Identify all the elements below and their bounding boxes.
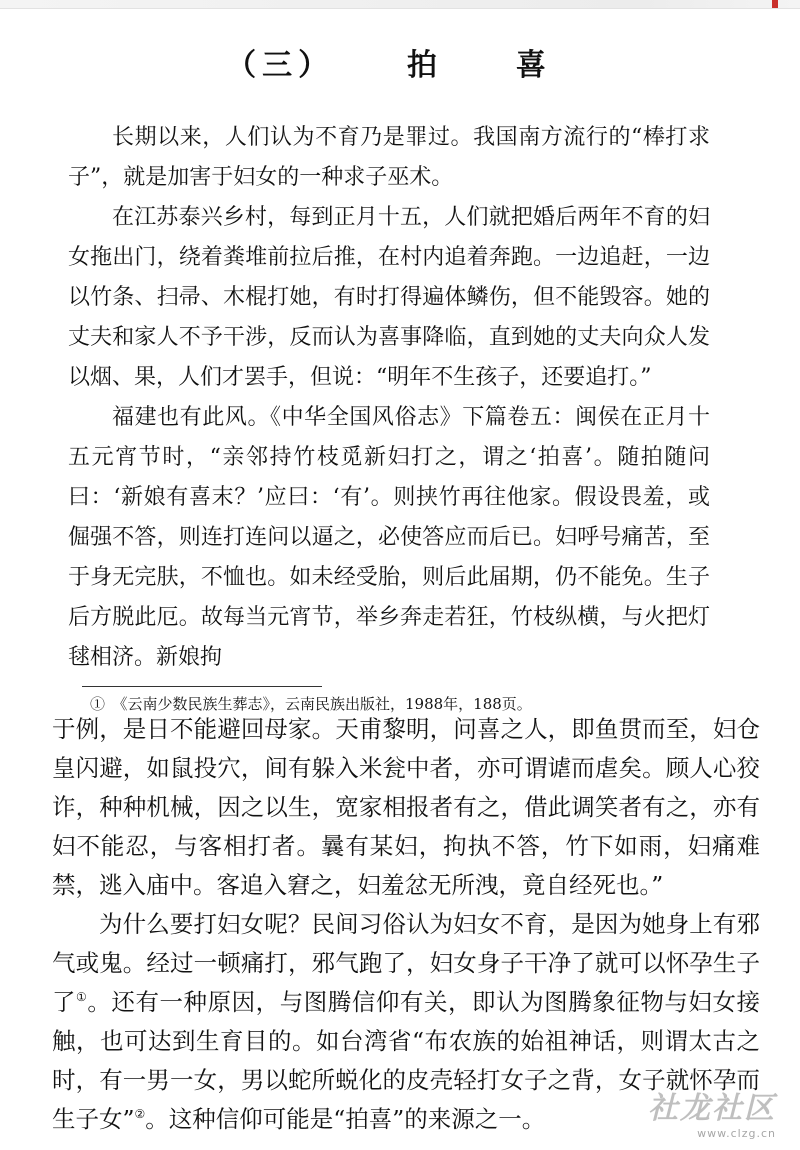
watermark-name: 社龙社区: [648, 1091, 776, 1126]
section-number: （三）: [226, 48, 335, 83]
title-word-1: 拍: [407, 48, 443, 83]
paragraph-5-text-a: 为什么要打妇女呢？民间习俗认为妇女不育，是因为她身上有邪气或鬼。经过一顿痛打，邪气跑了，妇女身子干净了就可以怀孕生子了: [52, 910, 760, 1016]
paragraph-2: 在江苏泰兴乡村，每到正月十五，人们就把婚后两年不育的妇女拖出门，绕着粪堆前拉后推，在村内追着奔跑。一边追赶，一边以竹条、扫帚、木棍打她，有时打得遍体鳞伤，但不能毁容。她的丈夫和家人不予干涉，反而认为喜事降临，直到她的丈夫向众人发以烟、果，人们才罢手，但说：“明年不生孩子，还要追打。”: [68, 205, 710, 390]
footnote: ① 《云南少数民族生葬志》，云南民族出版社，1988年，188页。: [90, 695, 532, 713]
paragraph-5-text-c: 。这种信仰可能是“拍喜”的来源之一。: [145, 1105, 546, 1133]
book-page-upper: [0, 8, 800, 713]
section-title: [68, 40, 710, 84]
note-ref-1: ①: [76, 990, 88, 1005]
watermark-url: www.clzg.cn: [697, 1127, 776, 1140]
paragraph-5-text-b: 。还有一种原因，与图腾信仰有关，即认为图腾象征物与妇女接触，也可达到生育目的。如台湾省“布农族的始祖神话，则谓太古之时，有一男一女，男以蛇所蜕化的皮壳轻打女子之背，女子就怀孕而生子女”: [52, 988, 761, 1133]
paragraph-1: 长期以来，人们认为不育乃是罪过。我国南方流行的“棒打求子”，就是加害于妇女的一种求子巫术。: [68, 125, 710, 190]
footnote-divider: [82, 686, 322, 687]
top-accent-mark: [772, 0, 778, 8]
note-ref-2: ②: [134, 1107, 146, 1122]
title-word-2: 喜: [515, 48, 552, 83]
site-watermark: [648, 1083, 776, 1140]
paragraph-3: 福建也有此风。《中华全国风俗志》下篇卷五：闽侯在正月十五元宵节时，“亲邻持竹枝觅新妇打之，谓之‘拍喜’。随拍随问曰：‘新娘有喜末？’应曰：‘有’。则挟竹再往他家。假设畏羞，或倔强不答，则连打连问以逼之，必使答应而后已。妇呼号痛苦，至于身无完肤，不恤也。如未经受胎，则后此届期，仍不能免。生子后方脱此厄。故每当元宵节，举乡奔走若狂，竹枝纵横，与火把灯毬相济。新娘拘: [68, 405, 710, 670]
paragraph-4: 于例，是日不能避回母家。天甫黎明，问喜之人，即鱼贯而至，妇仓皇闪避，如鼠投穴，间有躲入米瓮中者，亦可谓谑而虐矣。顾人心狡诈，种种机械，因之以生，宽家相报者有之，借此调笑者有之，亦有妇不能忍，与客相打者。曩有某妇，拘执不答，竹下如雨，妇痛难禁，逃入庙中。客追入窘之，妇羞忿无所洩，竟自经死也。”: [52, 715, 760, 899]
